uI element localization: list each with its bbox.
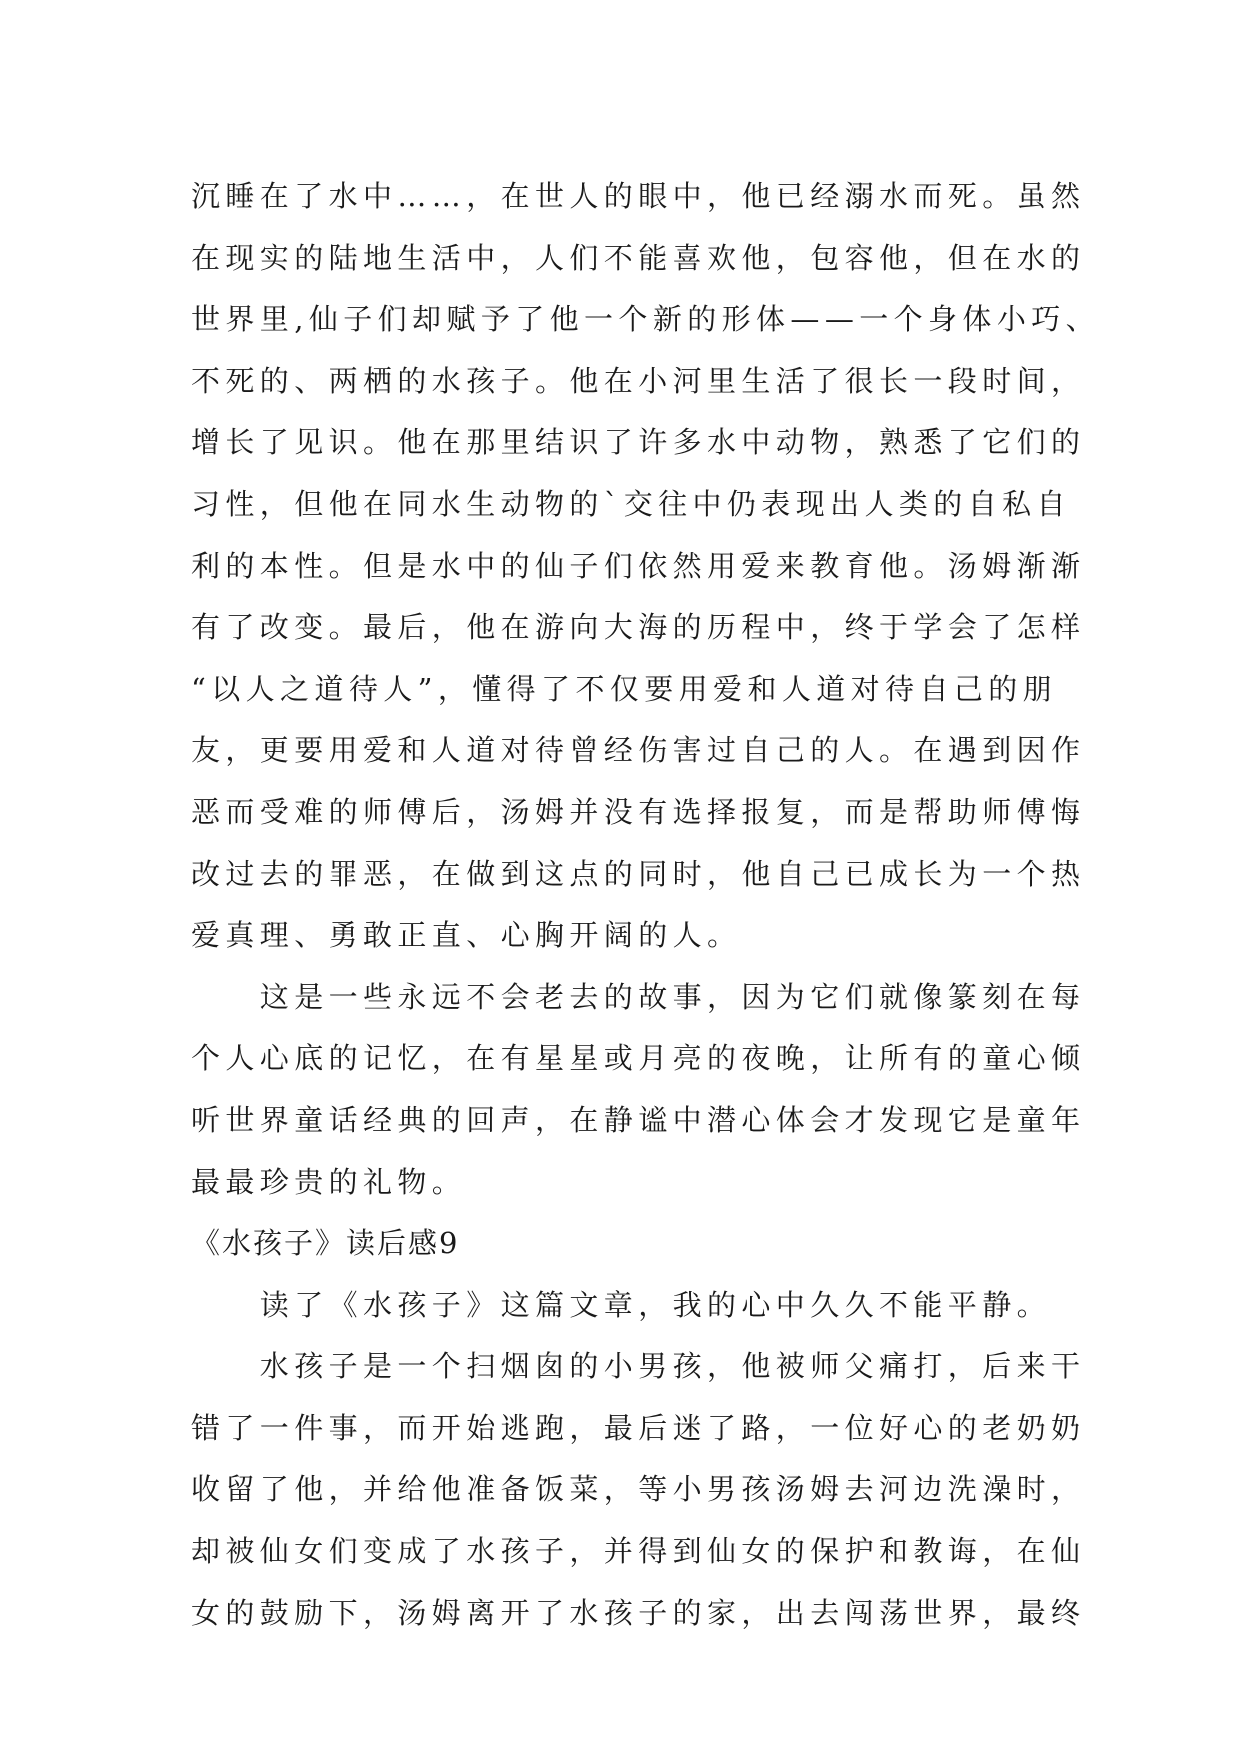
text-line: 最最珍贵的礼物。 xyxy=(191,1164,467,1199)
text-line: “以人之道待人”，懂得了不仅要用爱和人道对待自己的朋 xyxy=(191,671,1058,706)
text-line: 改过去的罪恶，在做到这点的同时，他自己已成长为一个热 xyxy=(191,856,1086,891)
text-line: 利的本性。但是水中的仙子们依然用爱来教育他。汤姆渐渐 xyxy=(191,548,1086,583)
text-line: 错了一件事，而开始逃跑，最后迷了路，一位好心的老奶奶 xyxy=(191,1410,1086,1445)
text-line: 沉睡在了水中……，在世人的眼中，他已经溺水而死。虽然 xyxy=(191,179,1086,213)
body-text xyxy=(191,166,1101,1644)
text-line: 收留了他，并给他准备饭菜，等小男孩汤姆去河边洗澡时， xyxy=(191,1472,1086,1507)
text-line: 有了改变。最后，他在游向大海的历程中，终于学会了怎样 xyxy=(191,610,1086,645)
text-line: 女的鼓励下，汤姆离开了水孩子的家，出去闯荡世界，最终 xyxy=(191,1595,1086,1630)
text-line: 个人心底的记忆，在有星星或月亮的夜晚，让所有的童心倾 xyxy=(191,1041,1086,1076)
text-line: 恶而受难的师傅后，汤姆并没有选择报复，而是帮助师傅悔 xyxy=(191,794,1086,829)
text-line: 不死的、两栖的水孩子。他在小河里生活了很长一段时间， xyxy=(191,363,1086,398)
text-line: 爱真理、勇敢正直、心胸开阔的人。 xyxy=(191,918,742,953)
text-line: 听世界童话经典的回声，在静谧中潜心体会才发现它是童年 xyxy=(191,1102,1086,1137)
text-line: 读了《水孩子》这篇文章，我的心中久久不能平静。 xyxy=(191,1287,1052,1322)
text-line: 世界里,仙子们却赋予了他一个新的形体——一个身体小巧、 xyxy=(191,302,1101,337)
text-line: 增长了见识。他在那里结识了许多水中动物，熟悉了它们的 xyxy=(191,425,1086,460)
section-heading: 《水孩子》读后感9 xyxy=(191,1226,460,1261)
text-line: 友，更要用爱和人道对待曾经伤害过自己的人。在遇到因作 xyxy=(191,733,1086,768)
text-line: 在现实的陆地生活中，人们不能喜欢他，包容他，但在水的 xyxy=(191,240,1086,275)
text-line: 这是一些永远不会老去的故事，因为它们就像篆刻在每 xyxy=(191,979,1086,1014)
text-line: 却被仙女们变成了水孩子，并得到仙女的保护和教诲，在仙 xyxy=(191,1534,1086,1569)
text-line: 习性，但他在同水生动物的`交往中仍表现出人类的自私自 xyxy=(191,486,1071,521)
text-line: 水孩子是一个扫烟囱的小男孩，他被师父痛打，后来干 xyxy=(191,1349,1086,1384)
